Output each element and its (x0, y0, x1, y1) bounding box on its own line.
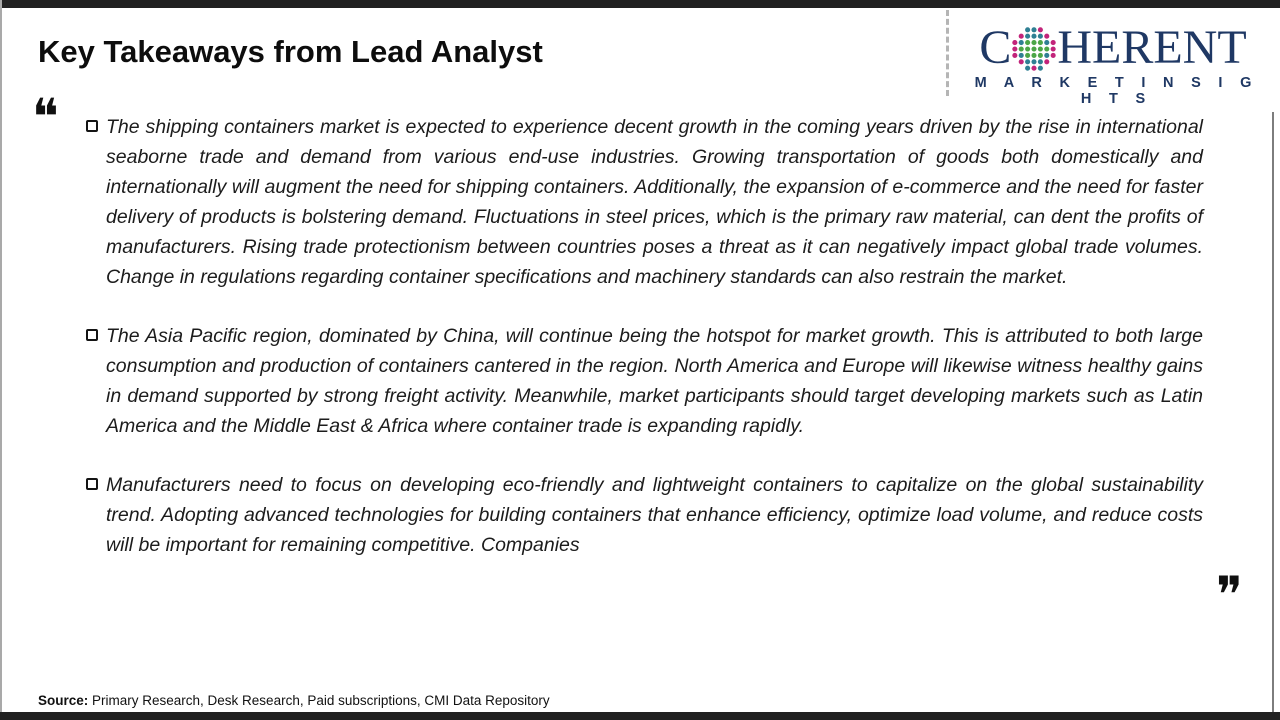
list-item (86, 321, 1203, 441)
top-border-bar (0, 0, 1280, 8)
takeaway-text-1: The shipping containers market is expected to experience decent growth in the coming years driven by the rise in international seaborne trade and demand from various end-use industries. Growing transportation of goods both domestically and internationally will augment the need for shipping containers. Additionally, the expansion of e-commerce and the need for faster delivery of products is bolstering demand. Fluctuations in steel prices, which is the primary raw material, can dent the profits of manufacturers. Rising trade protectionism between countries poses a threat as it can negatively impact global trade volumes. Change in regulations regarding container specifications and machinery standards can also restrain the market. (106, 116, 1203, 288)
checkbox-bullet-icon (86, 478, 98, 490)
page-title: Key Takeaways from Lead Analyst (38, 34, 543, 69)
takeaways-list (86, 112, 1203, 589)
source-text: Primary Research, Desk Research, Paid subscriptions, CMI Data Repository (88, 693, 550, 708)
right-edge-line (1272, 112, 1274, 712)
logo-wordmark (966, 21, 1260, 74)
globe-dots-icon (1012, 27, 1056, 71)
takeaway-text-3: Manufacturers need to focus on developing eco-friendly and lightweight containers to capitalize on the global sustainability trend. Adopting advanced technologies for building containers that enhance efficiency, optimize load volume, and reduce costs will be important for remaining competitive. Companies (106, 474, 1203, 556)
close-quote-icon: ❞ (1216, 566, 1243, 624)
list-item (86, 112, 1203, 292)
open-quote-icon: ❝ (32, 88, 59, 146)
bottom-border-bar (0, 712, 1280, 720)
left-edge-line (0, 0, 2, 720)
source-label: Source: (38, 693, 89, 708)
company-logo (966, 21, 1260, 107)
logo-subtitle: M A R K E T I N S I G H T S (974, 75, 1259, 107)
checkbox-bullet-icon (86, 329, 98, 341)
source-line (38, 693, 550, 708)
logo-letter-c: C (979, 21, 1012, 74)
logo-letters-herent: HERENT (1057, 21, 1247, 74)
dashed-separator (946, 10, 949, 96)
takeaway-text-2: The Asia Pacific region, dominated by China, will continue being the hotspot for market growth. This is attributed to both large consumption and production of containers cantered in the region. North America and Europe will likewise witness healthy gains in demand supported by strong freight activity. Meanwhile, market participants should target developing markets such as Latin America and the Middle East & Africa where container trade is expanding rapidly. (106, 325, 1203, 437)
checkbox-bullet-icon (86, 120, 98, 132)
list-item (86, 470, 1203, 560)
